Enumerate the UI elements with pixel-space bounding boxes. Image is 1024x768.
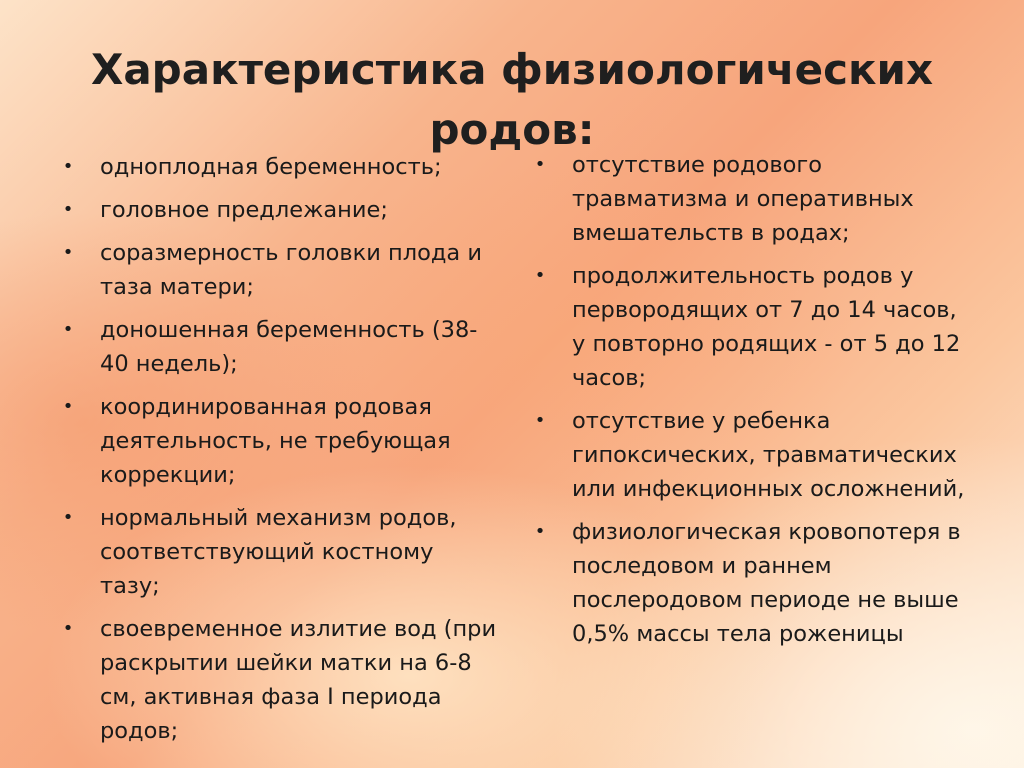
list-item [58, 236, 498, 304]
left-bullet-list [58, 150, 498, 757]
list-item-text: нормальный механизм родов, соответствующий костному тазу; [100, 505, 457, 599]
list-item-text: головное предлежание; [100, 197, 388, 223]
bullet-icon: • [62, 199, 74, 220]
list-item [58, 193, 498, 227]
list-item [58, 150, 498, 184]
bullet-icon: • [62, 156, 74, 177]
list-item-text: соразмерность головки плода и таза матери; [100, 240, 482, 300]
list-item-text: физиологическая кровопотеря в последовом и раннем послеродовом периоде не выше 0,5% массы тела роженицы [572, 519, 961, 647]
list-item [530, 259, 970, 395]
bullet-icon: • [534, 265, 546, 286]
list-item-text: доношенная беременность (38-40 недель); [100, 317, 478, 377]
list-item-text: продолжительность родов у первородящих от 7 до 14 часов, у повторно родящих - от 5 до 12 часов; [572, 263, 961, 391]
list-item [530, 515, 970, 651]
list-item-text: отсутствие у ребенка гипоксических, травматических или инфекционных осложнений, [572, 408, 965, 502]
bullet-icon: • [62, 507, 74, 528]
list-item [530, 148, 970, 250]
bullet-icon: • [62, 319, 74, 340]
list-item-text: координированная родовая деятельность, не требующая коррекции; [100, 394, 451, 488]
bullet-icon: • [534, 410, 546, 431]
slide-title: Характеристика физиологических родов: [90, 45, 934, 154]
list-item-text: одноплодная беременность; [100, 154, 442, 180]
bullet-icon: • [62, 396, 74, 417]
list-item [58, 612, 498, 748]
bullet-icon: • [62, 618, 74, 639]
right-bullet-list [530, 148, 970, 660]
list-item [58, 501, 498, 603]
bullet-icon: • [534, 154, 546, 175]
list-item [530, 404, 970, 506]
bullet-icon: • [62, 242, 74, 263]
bullet-icon: • [534, 521, 546, 542]
list-item-text: своевременное излитие вод (при раскрытии шейки матки на 6-8 см, активная фаза I периода родов; [100, 616, 497, 744]
list-item [58, 390, 498, 492]
list-item [58, 313, 498, 381]
list-item-text: отсутствие родового травматизма и оперативных вмешательств в родах; [572, 152, 914, 246]
